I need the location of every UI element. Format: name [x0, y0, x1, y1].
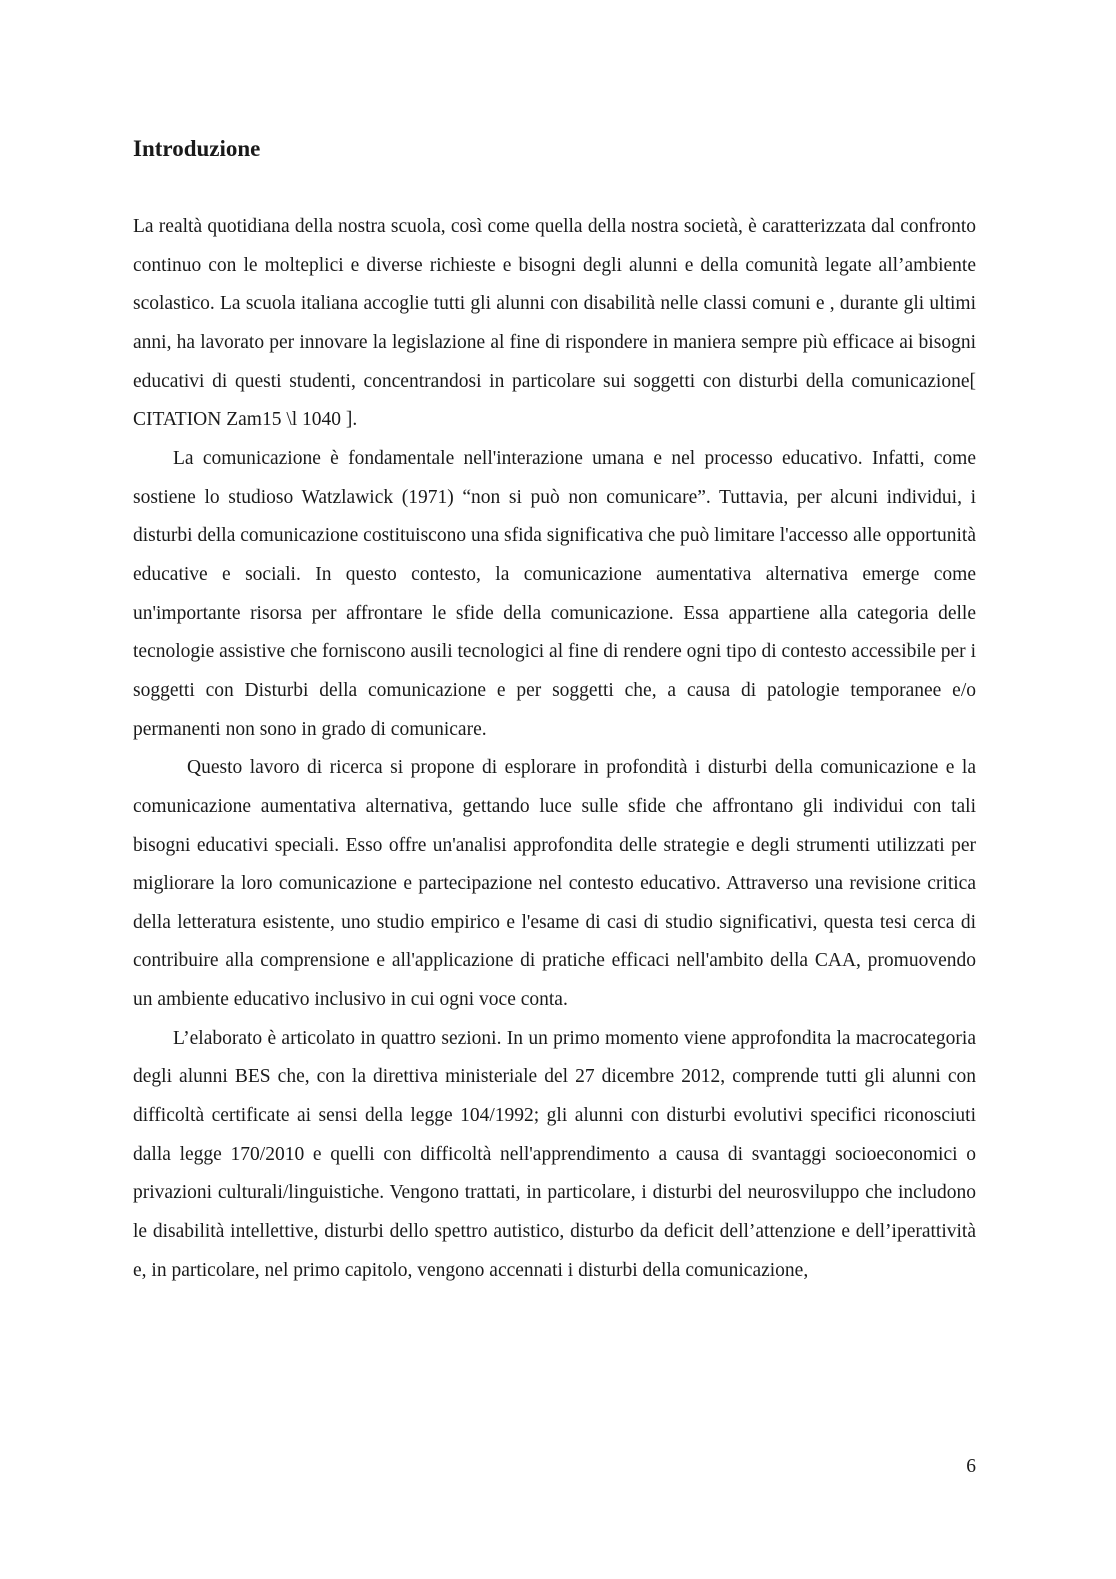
page-number: 6	[966, 1456, 976, 1477]
section-title: Introduzione	[133, 136, 261, 161]
paragraph-3: Questo lavoro di ricerca si propone di esplorare in profondità i disturbi della comunicazione e la comunicazione aumentativa alternativa, gettando luce sulle sfide che affrontano gli individui con tali bisogni educativi speciali. Esso offre un'analisi approfondita delle strategie e degli strumenti utilizzati per migliorare la loro comunicazione e partecipazione nel contesto educativo. Attraverso una revisione critica della letteratura esistente, uno studio empirico e l'esame di casi di studio significativi, questa tesi cerca di contribuire alla comprensione e all'applicazione di pratiche efficaci nell'ambito della CAA, promuovendo un ambiente educativo inclusivo in cui ogni voce conta.	[133, 757, 976, 1011]
body-text	[133, 208, 976, 1290]
paragraph-1: La realtà quotidiana della nostra scuola, così come quella della nostra società, è caratterizzata dal confronto continuo con le molteplici e diverse richieste e bisogni degli alunni e della comunità legate all’ambiente scolastico. La scuola italiana accoglie tutti gli alunni con disabilità nelle classi comuni e , durante gli ultimi anni, ha lavorato per innovare la legislazione al fine di rispondere in maniera sempre più efficace ai bisogni educativi di questi studenti, concentrandosi in particolare sui soggetti con disturbi della comunicazione[ CITATION Zam15 \l 1040 ].	[133, 216, 976, 431]
paragraph-2: La comunicazione è fondamentale nell'interazione umana e nel processo educativo. Infatti, come sostiene lo studioso Watzlawick (1971) “non si può non comunicare”. Tuttavia, per alcuni individui, i disturbi della comunicazione costituiscono una sfida significativa che può limitare l'accesso alle opportunità educative e sociali. In questo contesto, la comunicazione aumentativa alternativa emerge come un'importante risorsa per affrontare le sfide della comunicazione. Essa appartiene alla categoria delle tecnologie assistive che forniscono ausili tecnologici al fine di rendere ogni tipo di contesto accessibile per i soggetti con Disturbi della comunicazione e per soggetti che, a causa di patologie temporanee e/o permanenti non sono in grado di comunicare.	[133, 447, 976, 740]
paragraph-4: L’elaborato è articolato in quattro sezioni. In un primo momento viene approfondita la macrocategoria degli alunni BES che, con la direttiva ministeriale del 27 dicembre 2012, comprende tutti gli alunni con difficoltà certificate ai sensi della legge 104/1992; gli alunni con disturbi evolutivi specifici riconosciuti dalla legge 170/2010 e quelli con difficoltà nell'apprendimento a causa di svantaggi socioeconomici o privazioni culturali/linguistiche. Vengono trattati, in particolare, i disturbi del neurosviluppo che includono le disabilità intellettive, disturbi dello spettro autistico, disturbo da deficit dell’attenzione e dell’iperattività e, in particolare, nel primo capitolo, vengono accennati i disturbi della comunicazione,	[133, 1027, 976, 1281]
